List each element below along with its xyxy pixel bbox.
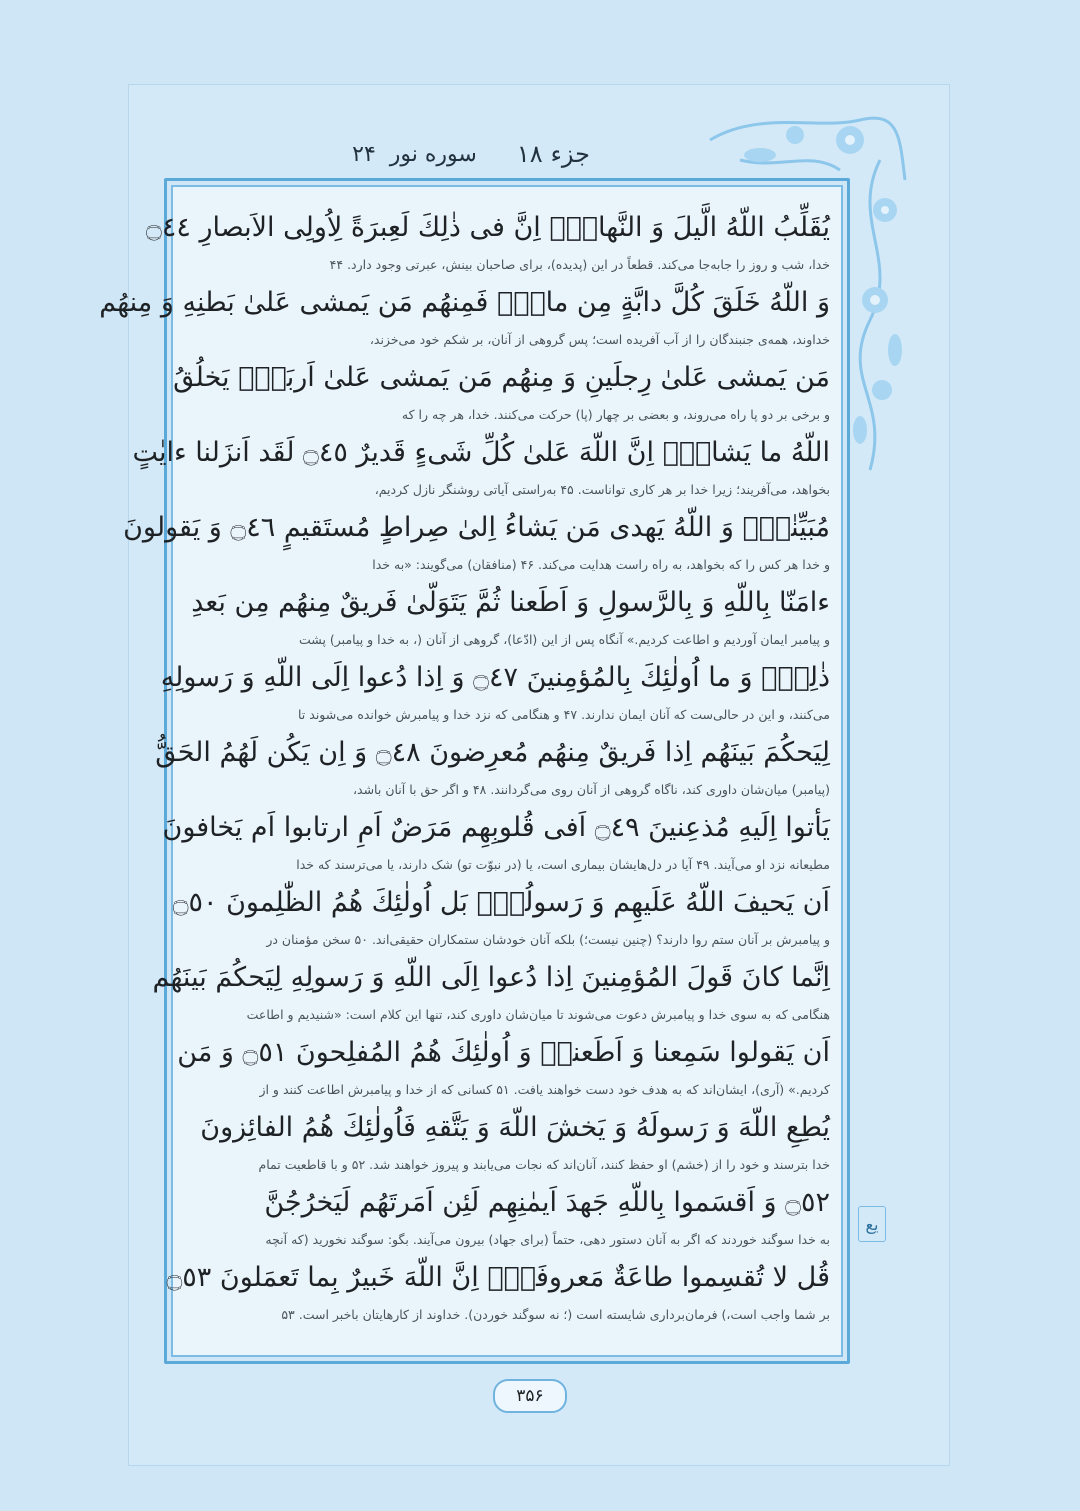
translation-line: و پیامبرش بر آنان ستم روا دارند؟ (چنین نیست؛) بلکه آنان خودشان ستمکاران حقیقی‌اند. ۵۰ سخن مؤمنان در xyxy=(266,932,830,947)
sajda-label: یع xyxy=(865,1214,879,1234)
verse-line: لِيَحكُمَ بَينَهُم اِذا فَريقٌ مِنهُم مُعرِضونَ ۝٤٨ وَ اِن يَكُن لَهُمُ الحَقُّ xyxy=(155,737,830,768)
verse-line: ۝٥٢ وَ اَقسَموا بِاللّهِ جَهدَ اَيمٰنِهِم لَئِن اَمَرتَهُم لَيَخرُجُنَّ xyxy=(264,1187,830,1218)
juz-label: جزء xyxy=(550,140,590,168)
surah-label: سوره نور xyxy=(389,141,477,167)
verse-line: قُل لا تُقسِموا طاعَةٌ مَعروفَةٌۚ اِنَّ اللّهَ خَبيرٌ بِما تَعمَلونَ ۝٥٣ xyxy=(166,1262,830,1293)
translation-line: بخواهد، می‌آفریند؛ زیرا خدا بر هر کاری تواناست. ۴۵ به‌راستی آیاتی روشنگر نازل کردیم، xyxy=(374,482,830,497)
verse-line: اَن يَقولوا سَمِعنا وَ اَطَعناۚ وَ اُولٰئِكَ هُمُ المُفلِحونَ ۝٥١ وَ مَن xyxy=(177,1037,830,1068)
translation-line: خداوند، همه‌ی جنبندگان را از آب آفریده است؛ پس گروهی از آنان، بر شکم خود می‌خزند، xyxy=(369,332,830,347)
page-number: ۳۵۶ xyxy=(493,1379,567,1413)
verse-line: وَ اللّهُ خَلَقَ كُلَّ دابَّةٍ مِن ماءٍۚ فَمِنهُم مَن يَمشى عَلىٰ بَطنِهِ وَ مِنهُم xyxy=(99,287,830,318)
translation-line: و برخی بر دو پا راه می‌روند، و بعضی بر چهار (پا) حرکت می‌کنند. خدا، هر چه را که xyxy=(401,407,830,422)
juz-number: ۱۸ xyxy=(516,140,543,168)
verse-line: ءامَنّا بِاللّهِ وَ بِالرَّسولِ وَ اَطَعنا ثُمَّ يَتَوَلّىٰ فَريقٌ مِنهُم مِن بَعدِ xyxy=(191,587,830,618)
verse-line: يُقَلِّبُ اللّهُ الَّيلَ وَ النَّهارَۚ اِنَّ فى ذٰلِكَ لَعِبرَةً لِاُولِى الاَبصارِ ۝٤٤ xyxy=(146,212,830,243)
juz-indicator xyxy=(517,140,590,168)
translation-line: خدا، شب و روز را جابه‌جا می‌کند. قطعاً در این (پدیده)، برای صاحبان بینش، عبرتی وجود دارد. ۴۴ xyxy=(329,257,830,272)
surah-number: ۲۴ xyxy=(352,141,376,167)
translation-line: بر شما واجب است،) فرمان‌برداری شایسته است (؛ نه سوگند خوردن). خداوند از کارهایتان باخبر است. ۵۳ xyxy=(281,1307,830,1322)
verse-line: يُطِعِ اللّهَ وَ رَسولَهُ وَ يَخشَ اللّهَ وَ يَتَّقهِ فَاُولٰئِكَ هُمُ الفائِزونَ xyxy=(200,1112,830,1143)
translation-line: به خدا سوگند خوردند که اگر به آنان دستور دهی، حتماً (برای جهاد) بیرون می‌آیند. بگو: سوگند نخورید (که آنچه xyxy=(265,1232,830,1247)
page-header xyxy=(300,132,590,176)
verse-line: اَن يَحيفَ اللّهُ عَلَيهِم وَ رَسولُهُۚ بَل اُولٰئِكَ هُمُ الظّٰلِمونَ ۝٥٠ xyxy=(172,887,830,918)
translation-line: و خدا هر کس را که بخواهد، به راه راست هدایت می‌کند. ۴۶ (منافقان) می‌گویند: «به خدا xyxy=(372,557,830,572)
surah-indicator xyxy=(352,142,477,167)
translation-line: (پیامبر) میان‌شان داوری کند، ناگاه گروهی از آنان روی می‌گردانند. ۴۸ و اگر حق با آنان باشد، xyxy=(352,782,830,797)
verse-line: اِنَّما كانَ قَولَ المُؤمِنينَ اِذا دُعوا اِلَى اللّهِ وَ رَسولِهِ لِيَحكُمَ بَينَهُم xyxy=(152,962,830,993)
verse-line: مُبَيِّنٰتٍۚ وَ اللّهُ يَهدى مَن يَشاءُ اِلىٰ صِراطٍ مُستَقيمٍ ۝٤٦ وَ يَقولونَ xyxy=(123,512,830,543)
page-number-medallion-icon xyxy=(470,1374,590,1418)
verse-line: اللّهُ ما يَشاءُۚ اِنَّ اللّهَ عَلىٰ كُلِّ شَىءٍ قَديرٌ ۝٤٥ لَقَد اَنزَلنا ءايٰتٍ xyxy=(132,437,830,468)
translation-line: مطیعانه نزد او می‌آیند. ۴۹ آیا در دل‌هایشان بیماری است، یا (در نبوّت تو) شک دارند، یا می‌ترسند که خدا xyxy=(296,857,830,872)
verse-line: يَأتوا اِلَيهِ مُذعِنينَ ۝٤٩ اَفى قُلوبِهِم مَرَضٌ اَمِ ارتابوا اَم يَخافونَ xyxy=(162,812,830,843)
translation-line: کردیم.» (آری)، ایشان‌اند که به هدف خود دست خواهند یافت. ۵۱ کسانی که از خدا و پیامبرش اطاعت کنند و از xyxy=(259,1082,830,1097)
verse-content xyxy=(99,204,830,1329)
translation-line: و پیامبر ایمان آوردیم و اطاعت کردیم.» آنگاه پس از این (ادّعا)، گروهی از آنان (، به خدا و پیامبر) پشت xyxy=(299,632,830,647)
translation-line: هنگامی که به سوی خدا و پیامبرش دعوت می‌شوند تا میان‌شان داوری کند، تنها این کلام است: «شنیدیم و اطاعت xyxy=(246,1007,830,1022)
sajda-mark-icon xyxy=(858,1206,886,1242)
translation-line: می‌کنند، و این در حالی‌ست که آنان ایمان ندارند. ۴۷ و هنگامی که نزد خدا و پیامبرش خوانده می‌شوند تا xyxy=(298,707,830,722)
verse-line: مَن يَمشى عَلىٰ رِجلَينِ وَ مِنهُم مَن يَمشى عَلىٰ اَربَعٍۚ يَخلُقُ xyxy=(173,362,830,393)
translation-line: خدا بترسند و خود را از (خشم) او حفظ کنند، آنان‌اند که نجات می‌یابند و پیروز خواهند شد. ۵۲ و با قاطعیت تمام xyxy=(258,1157,830,1172)
verse-line: ذٰلِكَۚ وَ ما اُولٰئِكَ بِالمُؤمِنينَ ۝٤٧ وَ اِذا دُعوا اِلَى اللّهِ وَ رَسولِهِ xyxy=(160,662,830,693)
